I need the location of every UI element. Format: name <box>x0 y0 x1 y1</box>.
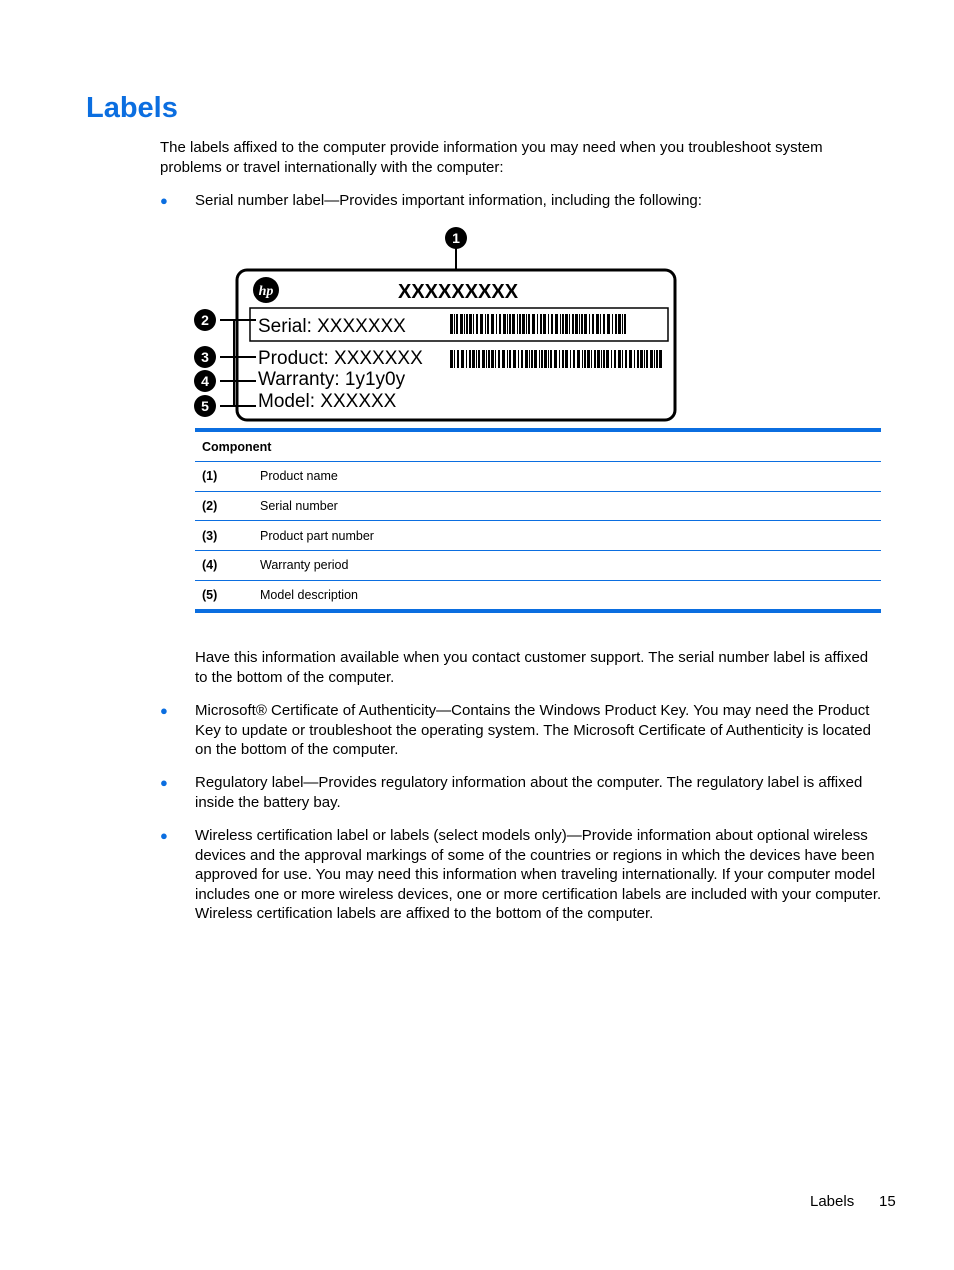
callout-3-icon <box>194 346 216 368</box>
label-warranty-text: Warranty: 1y1y0y <box>258 369 406 390</box>
hp-logo-text: hp <box>258 284 274 299</box>
bullet-icon: ● <box>160 775 168 790</box>
row-number: (5) <box>202 588 218 603</box>
row-number: (1) <box>195 462 253 492</box>
table-row <box>195 551 881 581</box>
serial-label-illustration <box>192 224 682 424</box>
callout-2-icon <box>194 309 216 331</box>
table-row <box>195 491 881 521</box>
table-header-component: Component <box>195 430 881 462</box>
bullet-icon: ● <box>160 828 168 843</box>
svg-text:1: 1 <box>452 230 460 246</box>
page-title: Labels <box>86 92 178 124</box>
row-description: Serial number <box>253 491 881 521</box>
after-table-paragraph: Have this information available when you contact customer support. The serial number label is affixed to the bottom of the computer. <box>195 649 869 686</box>
bullet-text: Serial number label—Provides important information, including the following: <box>195 192 702 209</box>
footer-section-name: Labels <box>810 1193 855 1210</box>
callout-4-icon <box>194 370 216 392</box>
hp-logo-icon <box>253 277 279 303</box>
bullet-text: Regulatory label—Provides regulatory information about the computer. The regulatory label is affixed inside the battery bay. <box>195 774 863 811</box>
svg-text:2: 2 <box>201 312 209 328</box>
label-product-name: XXXXXXXXX <box>398 281 519 303</box>
label-model-text: Model: XXXXXX <box>258 391 397 412</box>
row-number: (4) <box>195 551 253 581</box>
label-product-text: Product: XXXXXXX <box>258 348 423 369</box>
component-table <box>195 428 881 613</box>
row-description: Warranty period <box>253 551 881 581</box>
row-number: (3) <box>195 521 253 551</box>
label-serial-text: Serial: XXXXXXX <box>258 316 406 337</box>
svg-text:4: 4 <box>201 373 209 389</box>
bullet-text: Microsoft® Certificate of Authenticity—Contains the Windows Product Key. You may need the Product Key to update or troubleshoot the operating system. The Microsoft Certificate of Authenticity is located on the bottom of the computer. <box>195 702 871 758</box>
callout-1-icon <box>445 227 467 249</box>
svg-text:5: 5 <box>201 398 209 414</box>
row-description: Model description <box>260 588 358 603</box>
bullet-icon: ● <box>160 703 168 718</box>
callout-5-icon <box>194 395 216 417</box>
intro-paragraph: The labels affixed to the computer provide information you may need when you troubleshoot system problems or travel internationally with the computer: <box>160 139 823 176</box>
table-row <box>195 580 881 611</box>
table-row <box>195 521 881 551</box>
bullet-icon: ● <box>160 193 168 208</box>
row-description: Product name <box>253 462 881 492</box>
row-number: (2) <box>195 491 253 521</box>
row-description: Product part number <box>253 521 881 551</box>
table-row <box>195 462 881 492</box>
table-header-row <box>195 430 881 462</box>
bullet-text: Wireless certification label or labels (select models only)—Provide information about optional wireless devices and the approval markings of some of the countries or regions in which the devices have been approved for use. You may need this information when traveling internationally. If your computer model includes one or more wireless devices, one or more certification labels are included with your computer. Wireless certification labels are affixed to the bottom of the computer. <box>195 827 882 922</box>
svg-text:3: 3 <box>201 349 209 365</box>
footer-page-number: 15 <box>879 1193 896 1210</box>
